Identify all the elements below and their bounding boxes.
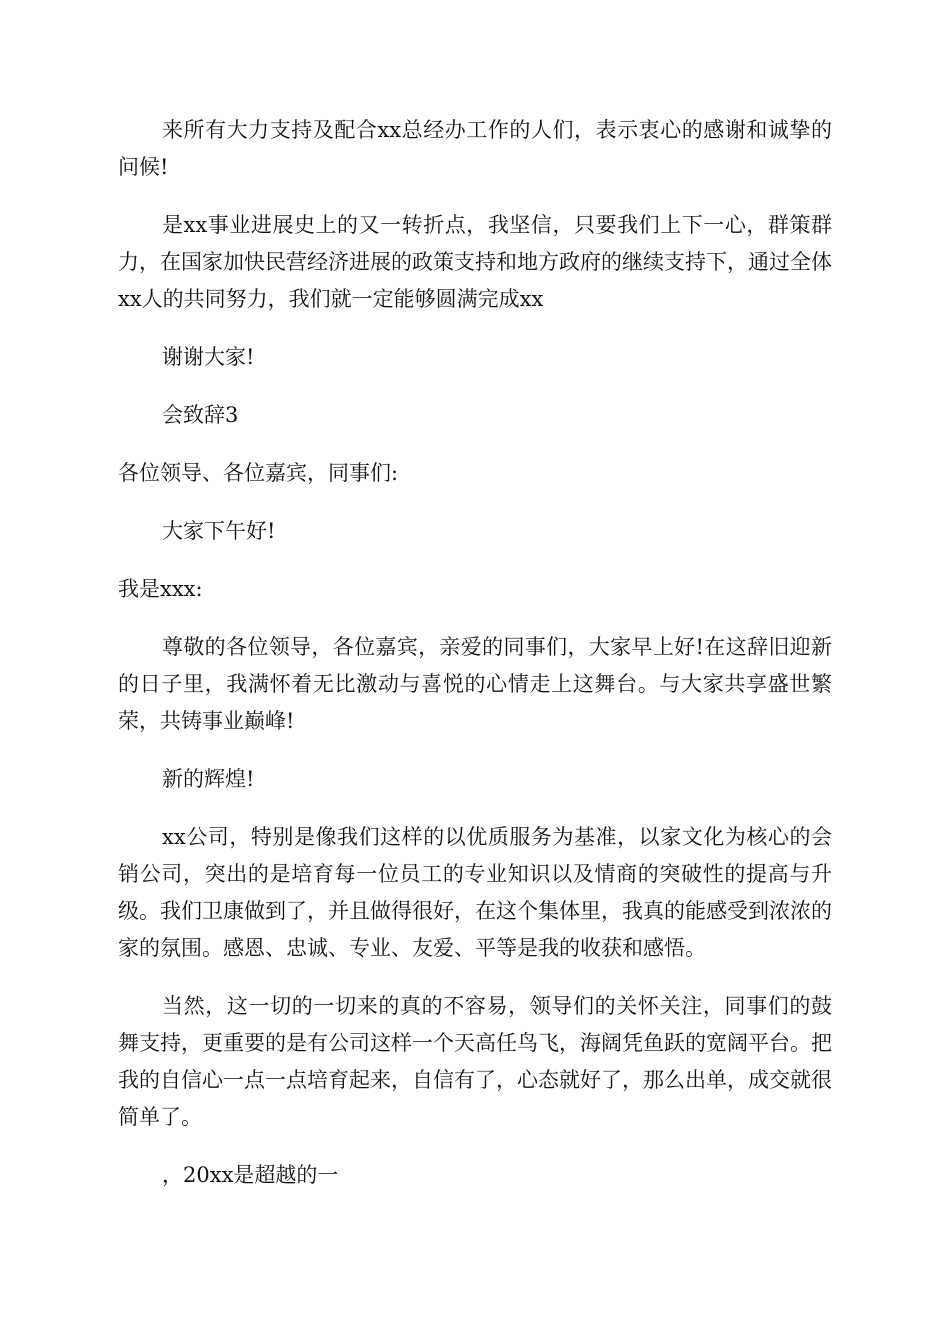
paragraph-new-glory: 新的辉煌! xyxy=(162,767,255,791)
paragraph-thanks-supporters: 来所有大力支持及配合xx总经办工作的人们，表示衷心的感谢和诚挚的问候! xyxy=(118,118,832,179)
paragraph-closing-fragment: ，20xx是超越的一 xyxy=(162,1163,339,1187)
paragraph-opening-remarks: 尊敬的各位领导，各位嘉宾，亲爱的同事们，大家早上好!在这辞旧迎新的日子里，我满怀着无比激动与喜悦的心情走上这舞台。与大家共享盛世繁荣，共铸事业巅峰! xyxy=(118,635,832,733)
section-heading-speech-3: 会致辞3 xyxy=(162,403,239,427)
paragraph-turning-point: 是xx事业进展史上的又一转折点，我坚信，只要我们上下一心，群策群力，在国家加快民营经济进展的政策支持和地方政府的继续支持下，通过全体xx人的共同努力，我们就一定能够圆满完成xx xyxy=(118,213,832,311)
paragraph-thank-you: 谢谢大家! xyxy=(162,345,255,369)
self-introduction: 我是xxx: xyxy=(118,577,203,601)
salutation: 各位领导、各位嘉宾，同事们: xyxy=(118,461,399,485)
paragraph-company-culture: xx公司，特别是像我们这样的以优质服务为基准，以家文化为核心的会销公司，突出的是培育每一位员工的专业知识以及情商的突破性的提高与升级。我们卫康做到了，并且做得很好，在这个集体里，我真的能感受到浓浓的家的氛围。感恩、忠诚、专业、友爱、平等是我的收获和感悟。 xyxy=(118,825,832,960)
paragraph-gratitude-platform: 当然，这一切的一切来的真的不容易，领导们的关怀关注，同事们的鼓舞支持，更重要的是有公司这样一个天高任鸟飞，海阔凭鱼跃的宽阔平台。把我的自信心一点一点培育起来，自信有了，心态就好了，那么出单，成交就很简单了。 xyxy=(118,994,832,1129)
greeting: 大家下午好! xyxy=(162,519,276,543)
